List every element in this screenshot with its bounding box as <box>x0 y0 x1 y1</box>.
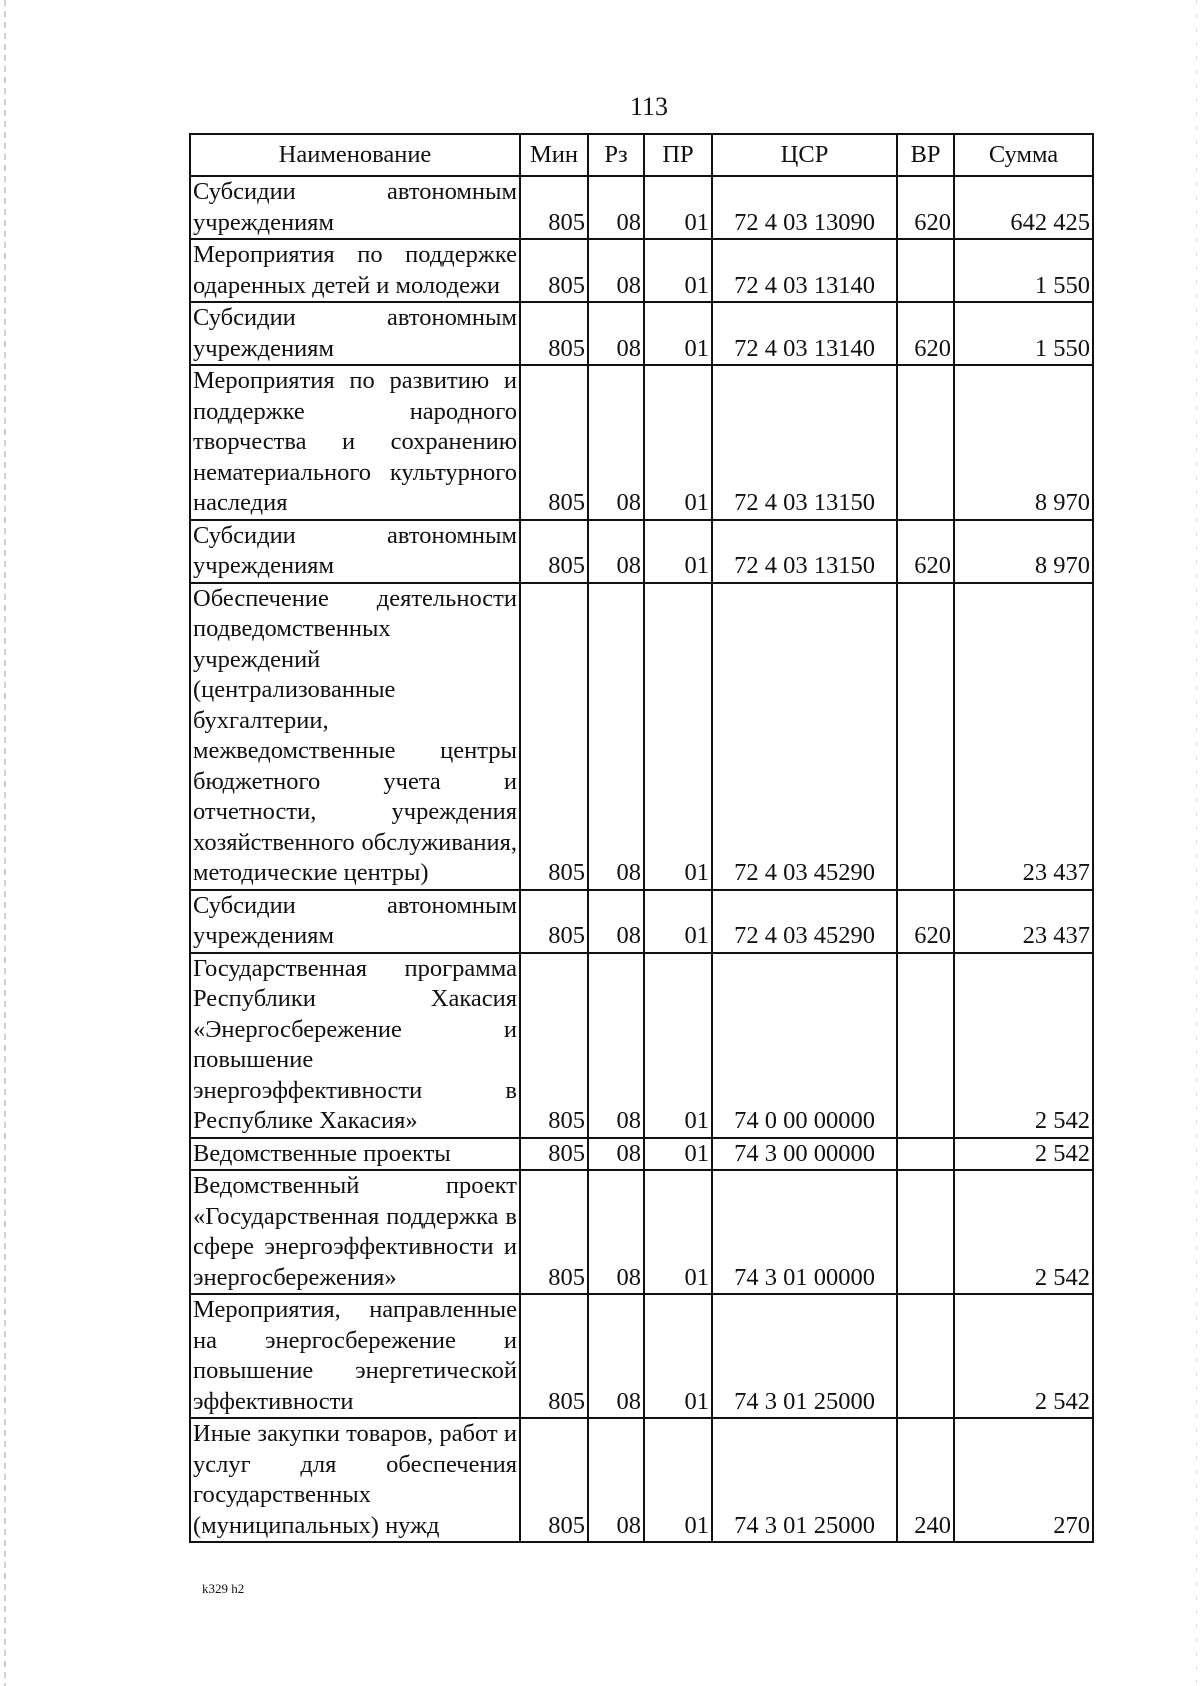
row-csr: 72 4 03 13150 <box>712 520 897 583</box>
row-csr: 72 4 03 13150 <box>712 365 897 520</box>
row-csr: 74 0 00 00000 <box>712 953 897 1138</box>
row-pr: 01 <box>644 1170 712 1294</box>
table-row <box>190 583 1093 890</box>
row-rz: 08 <box>588 302 644 365</box>
table-row <box>190 953 1093 1138</box>
row-sum: 2 542 <box>954 1294 1093 1418</box>
row-sum: 1 550 <box>954 302 1093 365</box>
row-min: 805 <box>520 302 588 365</box>
row-rz: 08 <box>588 1294 644 1418</box>
table-row <box>190 1170 1093 1294</box>
table-row <box>190 176 1093 239</box>
row-rz: 08 <box>588 1170 644 1294</box>
row-csr: 74 3 01 00000 <box>712 1170 897 1294</box>
row-vr: 620 <box>897 520 954 583</box>
row-vr <box>897 1138 954 1171</box>
row-pr: 01 <box>644 953 712 1138</box>
table-row <box>190 239 1093 302</box>
row-min: 805 <box>520 365 588 520</box>
column-header-csr: ЦСР <box>712 134 897 176</box>
row-vr: 620 <box>897 890 954 953</box>
row-pr: 01 <box>644 1418 712 1542</box>
row-csr: 74 3 00 00000 <box>712 1138 897 1171</box>
row-min: 805 <box>520 520 588 583</box>
row-csr: 74 3 01 25000 <box>712 1418 897 1542</box>
row-name: Мероприятия по поддержке одаренных детей и молодежи <box>190 239 520 302</box>
row-rz: 08 <box>588 953 644 1138</box>
row-name: Ведомственный проект «Государственная поддержка в сфере энергоэффективности и энергосбережения» <box>190 1170 520 1294</box>
row-sum: 8 970 <box>954 365 1093 520</box>
row-csr: 74 3 01 25000 <box>712 1294 897 1418</box>
row-name: Иные закупки товаров, работ и услуг для обеспечения государственных (муниципальных) нужд <box>190 1418 520 1542</box>
row-name: Обеспечение деятельности подведомственных учреждений (централизованные бухгалтерии, межведомственные центры бюджетного учета и отчетности, учреждения хозяйственного обслуживания, методические центры) <box>190 583 520 890</box>
row-csr: 72 4 03 45290 <box>712 583 897 890</box>
row-min: 805 <box>520 953 588 1138</box>
row-csr: 72 4 03 13140 <box>712 302 897 365</box>
row-name: Государственная программа Республики Хакасия «Энергосбережение и повышение энергоэффективности в Республике Хакасия» <box>190 953 520 1138</box>
row-vr: 240 <box>897 1418 954 1542</box>
row-pr: 01 <box>644 1138 712 1171</box>
row-name: Мероприятия по развитию и поддержке народного творчества и сохранению нематериального культурного наследия <box>190 365 520 520</box>
row-name: Субсидии автономным учреждениям <box>190 302 520 365</box>
row-pr: 01 <box>644 583 712 890</box>
row-csr: 72 4 03 13090 <box>712 176 897 239</box>
row-pr: 01 <box>644 520 712 583</box>
row-sum: 8 970 <box>954 520 1093 583</box>
row-sum: 2 542 <box>954 953 1093 1138</box>
row-sum: 642 425 <box>954 176 1093 239</box>
footer-code: k329 h2 <box>202 1581 245 1596</box>
table-header-row <box>190 134 1093 176</box>
row-pr: 01 <box>644 239 712 302</box>
table-row <box>190 365 1093 520</box>
table-row <box>190 1418 1093 1542</box>
row-min: 805 <box>520 239 588 302</box>
row-name: Субсидии автономным учреждениям <box>190 176 520 239</box>
row-vr: 620 <box>897 176 954 239</box>
page-number: 113 <box>629 92 669 121</box>
row-pr: 01 <box>644 365 712 520</box>
column-header-name: Наименование <box>190 134 520 176</box>
row-rz: 08 <box>588 520 644 583</box>
row-vr: 620 <box>897 302 954 365</box>
row-min: 805 <box>520 1418 588 1542</box>
row-sum: 2 542 <box>954 1170 1093 1294</box>
row-sum: 23 437 <box>954 890 1093 953</box>
row-vr <box>897 239 954 302</box>
row-csr: 72 4 03 13140 <box>712 239 897 302</box>
budget-table <box>189 133 1094 1543</box>
column-header-min: Мин <box>520 134 588 176</box>
row-sum: 1 550 <box>954 239 1093 302</box>
row-pr: 01 <box>644 890 712 953</box>
row-name: Мероприятия, направленные на энергосбережение и повышение энергетической эффективности <box>190 1294 520 1418</box>
row-rz: 08 <box>588 239 644 302</box>
scan-edge-left <box>4 0 6 1686</box>
row-min: 805 <box>520 1138 588 1171</box>
column-header-vr: ВР <box>897 134 954 176</box>
column-header-sum: Сумма <box>954 134 1093 176</box>
table-row <box>190 520 1093 583</box>
row-name: Ведомственные проекты <box>190 1138 520 1171</box>
row-rz: 08 <box>588 1138 644 1171</box>
table-row <box>190 1138 1093 1171</box>
row-name: Субсидии автономным учреждениям <box>190 890 520 953</box>
row-min: 805 <box>520 890 588 953</box>
column-header-pr: ПР <box>644 134 712 176</box>
row-name: Субсидии автономным учреждениям <box>190 520 520 583</box>
table-row <box>190 1294 1093 1418</box>
row-min: 805 <box>520 583 588 890</box>
row-pr: 01 <box>644 302 712 365</box>
row-sum: 2 542 <box>954 1138 1093 1171</box>
row-vr <box>897 953 954 1138</box>
row-rz: 08 <box>588 176 644 239</box>
row-vr <box>897 1294 954 1418</box>
row-vr <box>897 365 954 520</box>
scan-edge-right <box>1196 0 1197 1686</box>
row-sum: 270 <box>954 1418 1093 1542</box>
row-min: 805 <box>520 1294 588 1418</box>
row-vr <box>897 1170 954 1294</box>
row-pr: 01 <box>644 176 712 239</box>
table-row <box>190 302 1093 365</box>
row-rz: 08 <box>588 890 644 953</box>
row-rz: 08 <box>588 365 644 520</box>
column-header-rz: Рз <box>588 134 644 176</box>
row-rz: 08 <box>588 1418 644 1542</box>
row-pr: 01 <box>644 1294 712 1418</box>
row-vr <box>897 583 954 890</box>
row-rz: 08 <box>588 583 644 890</box>
table-row <box>190 890 1093 953</box>
row-min: 805 <box>520 1170 588 1294</box>
row-min: 805 <box>520 176 588 239</box>
row-sum: 23 437 <box>954 583 1093 890</box>
row-csr: 72 4 03 45290 <box>712 890 897 953</box>
